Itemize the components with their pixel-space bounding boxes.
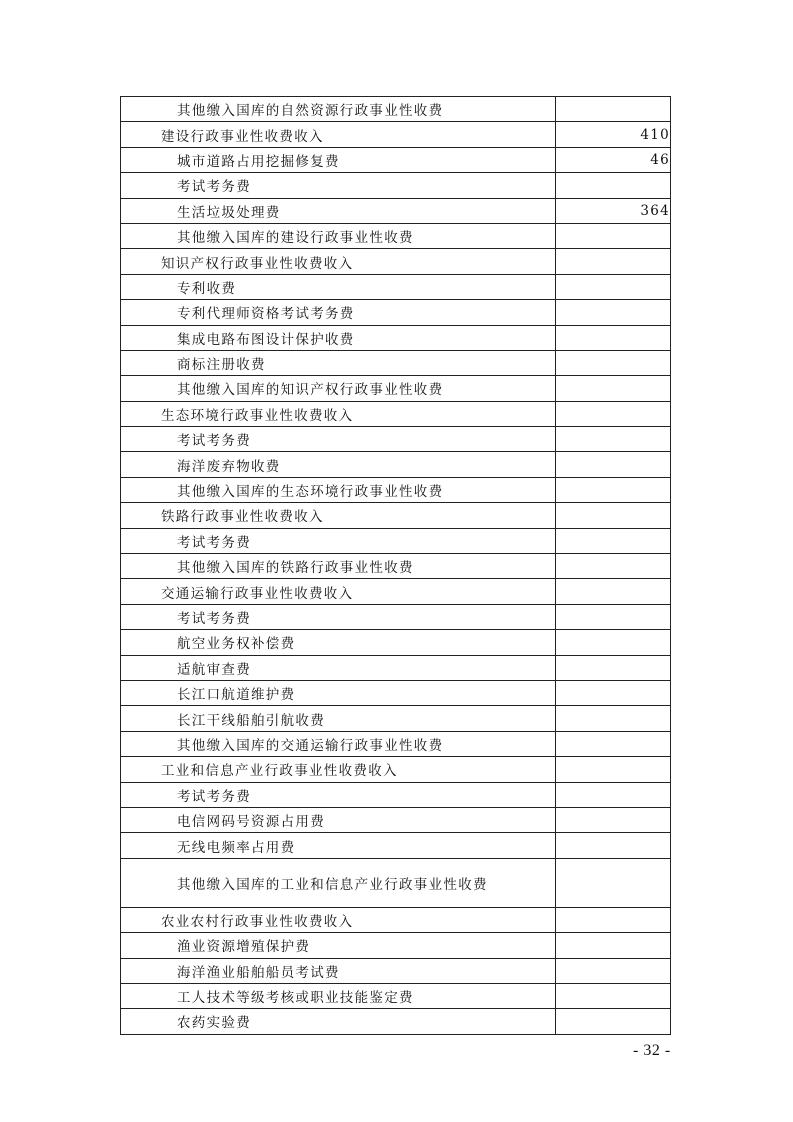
amount-cell <box>556 807 671 832</box>
amount-cell <box>556 350 671 375</box>
item-name-cell: 渔业资源增殖保护费 <box>121 933 556 958</box>
item-name-cell: 集成电路布图设计保护收费 <box>121 325 556 350</box>
amount-cell <box>556 579 671 604</box>
item-name-cell: 考试考务费 <box>121 528 556 553</box>
item-name-cell: 其他缴入国库的自然资源行政事业性收费 <box>121 97 556 122</box>
table-row <box>121 97 671 122</box>
amount-cell <box>556 376 671 401</box>
item-name-cell: 海洋废弃物收费 <box>121 452 556 477</box>
table-row <box>121 604 671 629</box>
amount-cell <box>556 604 671 629</box>
table-row <box>121 122 671 147</box>
amount-cell <box>556 97 671 122</box>
item-name-cell: 电信网码号资源占用费 <box>121 807 556 832</box>
table-body <box>121 97 671 1035</box>
amount-cell <box>556 477 671 502</box>
item-name-cell: 其他缴入国库的铁路行政事业性收费 <box>121 554 556 579</box>
amount-cell <box>556 958 671 983</box>
table-row <box>121 427 671 452</box>
item-name-cell: 海洋渔业船舶船员考试费 <box>121 958 556 983</box>
amount-cell <box>556 300 671 325</box>
amount-cell <box>556 554 671 579</box>
item-name-cell: 无线电频率占用费 <box>121 833 556 858</box>
amount-cell <box>556 401 671 426</box>
table-row <box>121 223 671 248</box>
table-row <box>121 477 671 502</box>
amount-cell <box>556 223 671 248</box>
amount-cell <box>556 680 671 705</box>
amount-cell <box>556 173 671 198</box>
amount-cell <box>556 452 671 477</box>
table-row <box>121 325 671 350</box>
table-row <box>121 300 671 325</box>
amount-cell <box>556 1009 671 1034</box>
item-name-cell: 商标注册收费 <box>121 350 556 375</box>
amount-cell <box>556 731 671 756</box>
table-row <box>121 1009 671 1034</box>
table-row <box>121 858 671 907</box>
amount-cell <box>556 325 671 350</box>
category-name-cell: 交通运输行政事业性收费收入 <box>121 579 556 604</box>
amount-cell: 364 <box>556 198 671 223</box>
amount-cell <box>556 983 671 1008</box>
amount-cell <box>556 274 671 299</box>
category-name-cell: 工业和信息产业行政事业性收费收入 <box>121 757 556 782</box>
item-name-cell: 其他缴入国库的生态环境行政事业性收费 <box>121 477 556 502</box>
amount-cell <box>556 833 671 858</box>
page-number: - 32 - <box>633 1042 671 1059</box>
item-name-cell: 城市道路占用挖掘修复费 <box>121 147 556 172</box>
table-row <box>121 757 671 782</box>
item-name-cell: 考试考务费 <box>121 604 556 629</box>
category-name-cell: 生态环境行政事业性收费收入 <box>121 401 556 426</box>
amount-cell <box>556 782 671 807</box>
table-row <box>121 655 671 680</box>
table-row <box>121 350 671 375</box>
table-row <box>121 249 671 274</box>
table-row <box>121 630 671 655</box>
table-row <box>121 198 671 223</box>
amount-cell <box>556 528 671 553</box>
table-row <box>121 503 671 528</box>
item-name-cell: 适航审查费 <box>121 655 556 680</box>
amount-cell <box>556 757 671 782</box>
item-name-cell: 其他缴入国库的交通运输行政事业性收费 <box>121 731 556 756</box>
item-name-cell: 航空业务权补偿费 <box>121 630 556 655</box>
item-name-cell: 考试考务费 <box>121 782 556 807</box>
amount-cell <box>556 907 671 932</box>
amount-cell: 46 <box>556 147 671 172</box>
table-row <box>121 579 671 604</box>
amount-cell <box>556 427 671 452</box>
table-row <box>121 807 671 832</box>
table-row <box>121 274 671 299</box>
item-name-cell: 其他缴入国库的知识产权行政事业性收费 <box>121 376 556 401</box>
table-row <box>121 958 671 983</box>
item-name-cell: 专利代理师资格考试考务费 <box>121 300 556 325</box>
table-row <box>121 706 671 731</box>
item-name-cell: 生活垃圾处理费 <box>121 198 556 223</box>
item-name-cell: 农药实验费 <box>121 1009 556 1034</box>
table-row <box>121 782 671 807</box>
category-name-cell: 建设行政事业性收费收入 <box>121 122 556 147</box>
amount-cell: 410 <box>556 122 671 147</box>
item-name-cell: 考试考务费 <box>121 173 556 198</box>
table-row <box>121 528 671 553</box>
category-name-cell: 农业农村行政事业性收费收入 <box>121 907 556 932</box>
amount-cell <box>556 630 671 655</box>
category-name-cell: 知识产权行政事业性收费收入 <box>121 249 556 274</box>
table-row <box>121 173 671 198</box>
item-name-cell: 长江口航道维护费 <box>121 680 556 705</box>
table-row <box>121 907 671 932</box>
amount-cell <box>556 249 671 274</box>
item-name-cell: 考试考务费 <box>121 427 556 452</box>
table-row <box>121 983 671 1008</box>
amount-cell <box>556 706 671 731</box>
category-name-cell: 铁路行政事业性收费收入 <box>121 503 556 528</box>
amount-cell <box>556 858 671 907</box>
table-row <box>121 933 671 958</box>
amount-cell <box>556 933 671 958</box>
table-row <box>121 147 671 172</box>
item-name-cell: 长江干线船舶引航收费 <box>121 706 556 731</box>
table-row <box>121 401 671 426</box>
item-name-cell: 工人技术等级考核或职业技能鉴定费 <box>121 983 556 1008</box>
table-row <box>121 452 671 477</box>
fee-table <box>120 96 671 1035</box>
table-row <box>121 376 671 401</box>
table-row <box>121 731 671 756</box>
table-row <box>121 833 671 858</box>
item-name-cell: 专利收费 <box>121 274 556 299</box>
amount-cell <box>556 655 671 680</box>
item-name-cell: 其他缴入国库的工业和信息产业行政事业性收费 <box>121 858 556 907</box>
table-row <box>121 554 671 579</box>
item-name-cell: 其他缴入国库的建设行政事业性收费 <box>121 223 556 248</box>
amount-cell <box>556 503 671 528</box>
table-row <box>121 680 671 705</box>
